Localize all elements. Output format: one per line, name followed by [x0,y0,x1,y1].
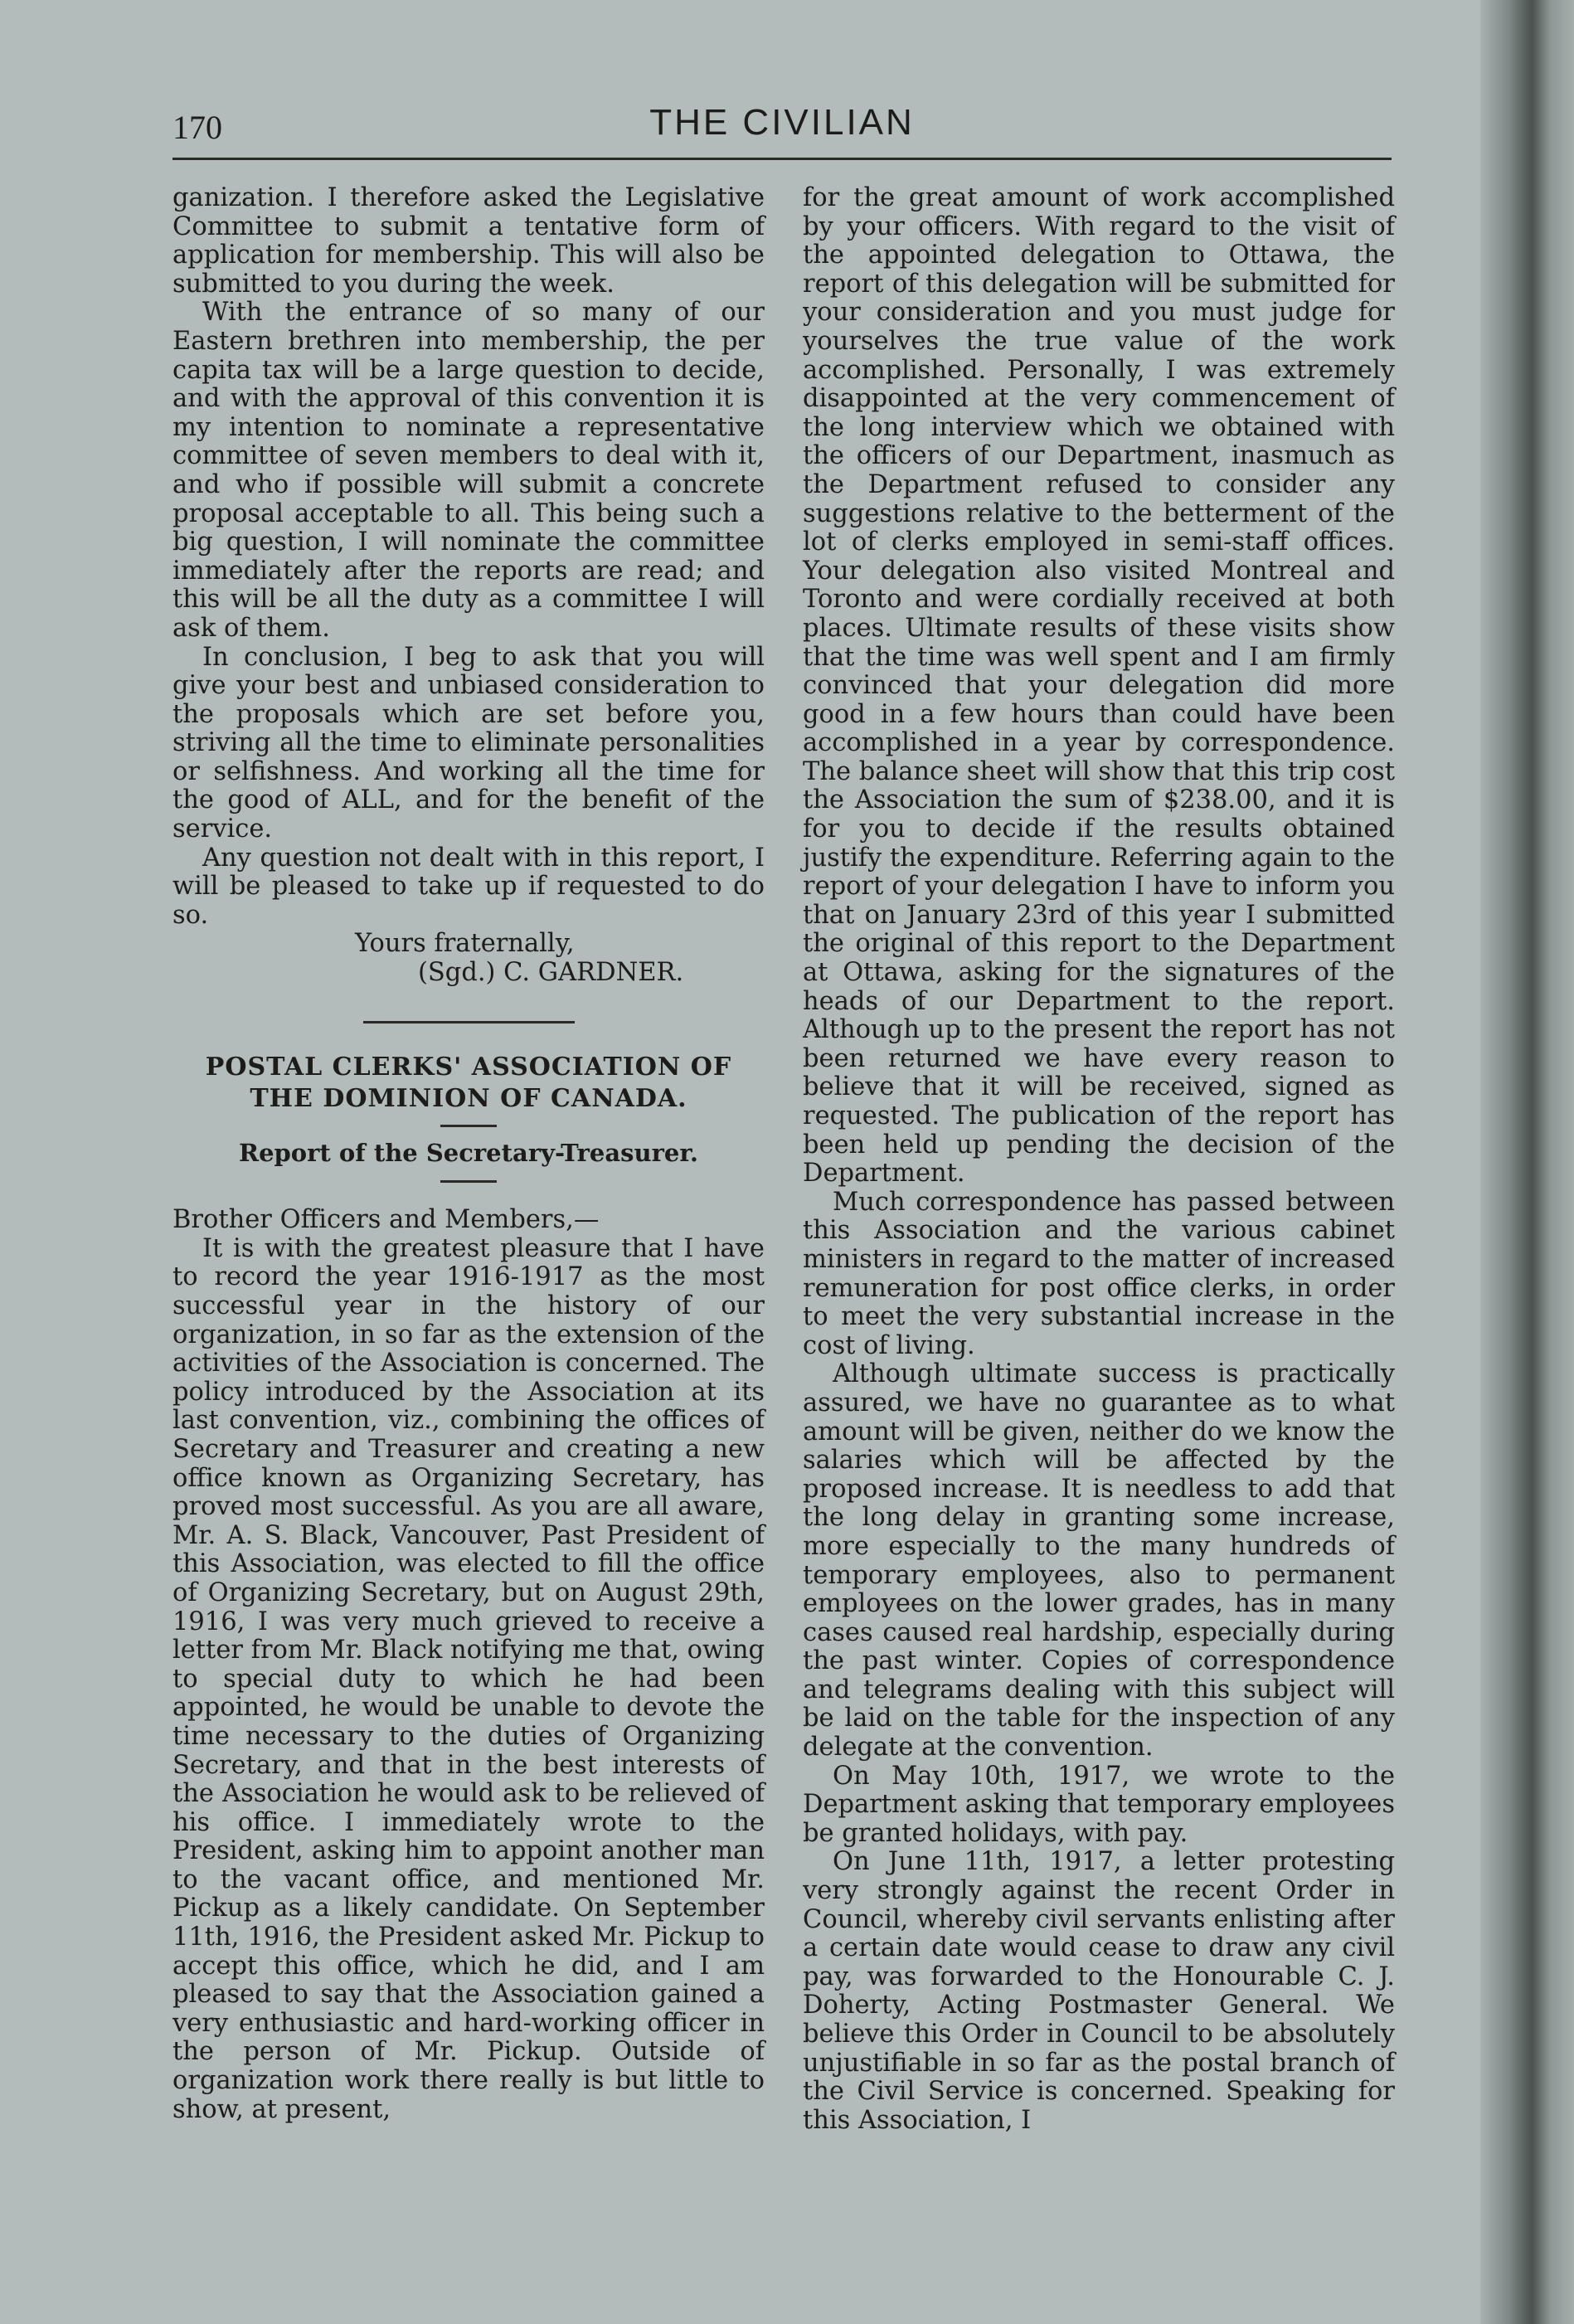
paragraph: On June 11th, 1917, a letter protesting very strongly against the recent Order in Council, whereby civil servants enlisting after a certain date would cease to draw any civil pay, was forwarded to the Honourable C. J. Doherty, Acting Postmaster General. We believe this Order in Council to be absolutely unjustifiable in so far as the postal branch of the Civil Service is concerned. Speaking for this Association, I [803,1847,1395,2135]
journal-title: THE CIVILIAN [649,102,915,143]
page-number: 170 [172,109,222,146]
header-rule [172,158,1392,160]
paragraph: On May 10th, 1917, we wrote to the Department asking that temporary employees be granted holidays, with pay. [803,1761,1395,1848]
article-heading-line-2: THE DOMINION OF CANADA. [250,1083,687,1113]
paragraph: ganization. I therefore asked the Legislative Committee to submit a tentative form of application for membership. This will also be submitted to you during the week. [172,183,765,299]
left-column [172,184,765,2124]
paragraph: With the entrance of so many of our Eastern brethren into membership, the per capita tax will be a large question to decide, and with the approval of this convention it is my intention to nominate a representative committee of seven members to deal with it, and who if possible will submit a concrete proposal acceptable to all. This being such a big question, I will nominate the committee immediately after the reports are read; and this will be all the duty as a committee I will ask of them. [172,298,765,643]
paragraph: In conclusion, I beg to ask that you will give your best and unbiased consideration to the proposals which are set before you, striving all the time to eliminate personalities or selfishness. And working all the time for the good of ALL, and for the benefit of the service. [172,642,765,844]
article-heading-line-1: POSTAL CLERKS' ASSOCIATION OF [205,1052,732,1082]
paragraph: It is with the greatest pleasure that I have to record the year 1916-1917 as the most successful year in the history of our organization, in so far as the extension of the activities of the Association is concerned. The policy introduced by the Association at its last convention, viz., combining the offices of Secretary and Treasurer and creating a new office known as Organizing Secretary, has proved most successful. As you are all aware, Mr. A. S. Black, Vancouver, Past President of this Association, was elected to fill the office of Organizing Secretary, but on August 29th, 1916, I was very much grieved to receive a letter from Mr. Black notifying me that, owing to special duty to which he had been appointed, he would be unable to devote the time necessary to the duties of Organizing Secretary, and that in the best interests of the Association he would ask to be relieved of his office. I immediately wrote to the President, asking him to appoint another man to the vacant office, and mentioned Mr. Pickup as a likely candidate. On September 11th, 1916, the President asked Mr. Pickup to accept this office, which he did, and I am pleased to say that the Association gained a very enthusiastic and hard-working officer in the person of Mr. Pickup. Outside of organization work there really is but little to show, at present, [172,1233,765,2124]
closing-salutation: Yours fraternally, [355,929,575,959]
paragraph: for the great amount of work accomplished by your officers. With regard to the visit of the appointed delegation to Ottawa, the report of this delegation will be submitted for your consideration and you must judge for yourselves the true value of the work accomplished. Personally, I was extremely disappointed at the very commencement of the long interview which we obtained with the officers of our Department, inasmuch as the Department refused to consider any suggestions relative to the betterment of the lot of clerks employed in semi-staff offices. Your delegation also visited Montreal and Toronto and were cordially received at both places. Ultimate results of these visits show that the time was well spent and I am firmly convinced that your delegation did more good in a few hours than could have been accomplished in a year by correspondence. The balance sheet will show that this trip cost the Association the sum of $238.00, and it is for you to decide if the results obtained justify the expenditure. Referring again to the report of your delegation I have to inform you that on January 23rd of this year I submitted the original of this report to the Department at Ottawa, asking for the signatures of the heads of our Department to the report. Although up to the present the report has not been returned we have every reason to believe that it will be received, signed as requested. The publication of the report has been held up pending the decision of the Department. [803,183,1395,1189]
article-subheading: Report of the Secretary-Treasurer. [238,1138,699,1167]
signature: (Sgd.) C. GARDNER. [418,958,684,988]
page-edge-shadow [1480,0,1574,2324]
salutation: Brother Officers and Members,— [172,1205,600,1235]
right-column [803,184,1395,2135]
paragraph: Any question not dealt with in this report, I will be pleased to take up if requested to do so. [172,843,765,930]
heading-rule [440,1125,497,1127]
section-separator [363,1021,575,1023]
paragraph: Although ultimate success is practically assured, we have no guarantee as to what amount will be given, neither do we know the salaries which will be affected by the proposed increase. It is needless to add that the long delay in granting some increase, more especially to the many hundreds of temporary employees, also to permanent employees on the lower grades, has in many cases caused real hardship, especially during the past winter. Copies of correspondence and telegrams dealing with this subject will be laid on the table for the inspection of any delegate at the convention. [803,1359,1395,1762]
page-header [172,98,1392,156]
subheading-rule [440,1180,497,1183]
paragraph: Much correspondence has passed between this Association and the various cabinet ministers in regard to the matter of increased remuneration for post office clerks, in order to meet the very substantial increase in the cost of living. [803,1187,1395,1360]
